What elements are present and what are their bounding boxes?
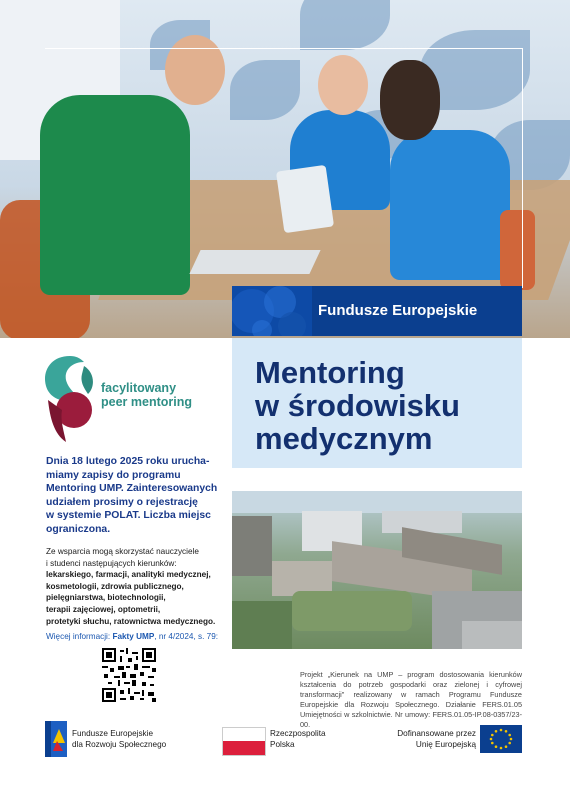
fers-logo-text [72, 729, 166, 750]
registration-announcement [46, 455, 224, 537]
eligibility-intro: i studenci następujących kierunków: [46, 558, 177, 568]
more-info-line [46, 632, 218, 641]
eligible-field: terapii zajęciowej, optometrii, [46, 604, 161, 614]
program-logo-line-1: facylitowany [101, 381, 177, 395]
campus-aerial-photo [232, 491, 522, 649]
rp-line-2: Polska [270, 739, 295, 749]
fers-logo-icon [45, 721, 67, 757]
eligible-field: lekarskiego, farmacji, analityki medycznej, [46, 570, 211, 580]
title-line-3: medycznym [255, 421, 433, 456]
polish-flag-icon [222, 727, 266, 756]
eu-stars-graphic [232, 286, 312, 336]
more-info-prefix: Więcej informacji: [46, 632, 113, 641]
lead-line: w systemie POLAT. Liczba miejsc [46, 510, 211, 522]
fakty-ump-link[interactable]: Fakty UMP [112, 632, 155, 641]
lead-line: ograniczona. [46, 523, 111, 535]
eu-band-label: Fundusze Europejskie [318, 302, 478, 319]
lead-line: Mentoring UMP. Zainteresowanych [46, 483, 218, 495]
fers-line-1: Fundusze Europejskie [72, 729, 154, 738]
eligible-field: kosmetologii, zdrowia publicznego, [46, 581, 184, 591]
lead-line: Dnia 18 lutego 2025 roku urucha- [46, 456, 210, 467]
eu-flag-icon [480, 725, 522, 753]
lead-line: miamy zapisy do programu [46, 469, 181, 481]
eligible-field: protetyki słuchu, ratownictwa medycznego. [46, 616, 216, 626]
program-logo-text [101, 381, 192, 409]
program-logo-line-2: peer mentoring [101, 395, 192, 409]
project-note: Projekt „Kierunek na UMP – program dostosowania kierunków kształcenia do potrzeb gospodarki oraz zielonej i cyfrowej transformacji" realizowany w ramach Programu Fundusze Europejskie dla Rozwoju Społecznego. Działanie FERS.01.05 Umiejętności w szkolnictwie. Nr umowy: FERS.01.05-IP.08-0357/23-00. [300, 670, 522, 729]
eligibility-text [46, 546, 226, 627]
rp-logo-text [270, 729, 326, 750]
page-title [255, 356, 460, 455]
lead-line: udziałem prosimy o rejestrację [46, 496, 198, 508]
title-line-1: Mentoring [255, 355, 405, 390]
eu-line-1: Dofinansowane przez [397, 729, 476, 738]
eligibility-intro: Ze wsparcia mogą skorzystać nauczyciele [46, 547, 199, 556]
more-info-suffix: , nr 4/2024, s. 79: [154, 632, 219, 641]
rp-line-1: Rzeczpospolita [270, 729, 326, 738]
qr-code[interactable] [102, 648, 156, 702]
title-line-2: w środowisku [255, 388, 460, 423]
eu-line-2: Unię Europejską [415, 739, 476, 749]
eligible-field: pielęgniarstwa, biotechnologii, [46, 593, 166, 603]
peer-mentoring-logo-icon [40, 352, 100, 444]
eu-cofunded-text [392, 729, 476, 750]
fers-line-2: dla Rozwoju Społecznego [72, 739, 167, 749]
